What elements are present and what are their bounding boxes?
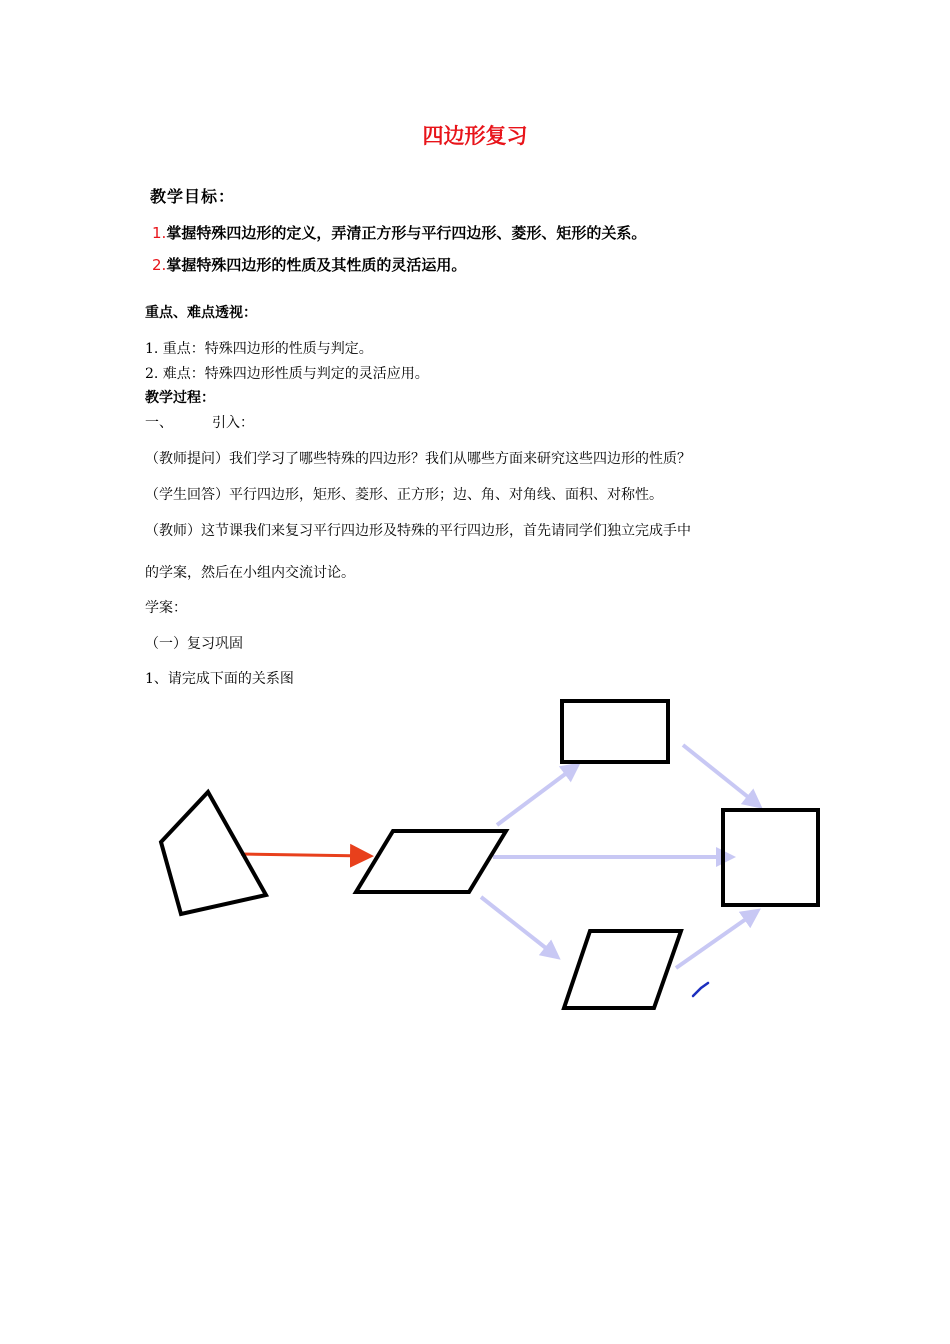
arrow-rhombus-to-square xyxy=(676,912,756,968)
blue-check-mark xyxy=(693,983,708,996)
intro-label: 引入： xyxy=(212,415,254,431)
rhombus-shape xyxy=(564,931,681,1008)
square-shape xyxy=(723,810,818,905)
task-text: 1、请完成下面的关系图 xyxy=(145,671,294,687)
rectangle-shape xyxy=(562,701,668,762)
goal-number: 2. xyxy=(152,256,167,274)
key-point-1: 1. 重点：特殊四边形的性质与判定。 xyxy=(145,341,373,357)
arrow-quadrilateral-to-parallelogram xyxy=(241,854,368,856)
intro-number: 一、 xyxy=(145,415,173,431)
teacher-question: （教师提问）我们学习了哪些特殊的四边形？我们从哪些方面来研究这些四边形的性质？ xyxy=(145,451,691,467)
key-points-heading: 重点、难点透视： xyxy=(145,305,257,321)
arrow-rectangle-to-square xyxy=(683,745,758,805)
arrow-parallelogram-to-rectangle xyxy=(497,766,576,825)
process-heading: 教学过程： xyxy=(145,390,215,406)
goal-number: 1. xyxy=(152,224,167,242)
relationship-diagram xyxy=(0,680,950,1040)
teacher-instruction-line-2: 的学案，然后在小组内交流讨论。 xyxy=(145,565,355,581)
page-title: 四边形复习 xyxy=(422,124,528,148)
goal-item-1 xyxy=(152,222,646,243)
section-heading: （一）复习巩固 xyxy=(145,636,243,652)
arrow-parallelogram-to-rhombus xyxy=(481,897,556,956)
goal-text: 掌握特殊四边形的定义，弄清正方形与平行四边形、菱形、矩形的关系。 xyxy=(166,224,647,242)
student-answer: （学生回答）平行四边形，矩形、菱形、正方形；边、角、对角线、面积、对称性。 xyxy=(145,487,663,503)
goal-item-2 xyxy=(152,254,466,275)
lavender-arrows xyxy=(481,745,758,968)
goals-heading: 教学目标： xyxy=(150,187,236,206)
teacher-instruction-line-1: （教师）这节课我们来复习平行四边形及特殊的平行四边形，首先请同学们独立完成手中 xyxy=(145,523,691,539)
key-point-2: 2. 难点：特殊四边形性质与判定的灵活应用。 xyxy=(145,366,429,382)
goal-text: 掌握特殊四边形的性质及其性质的灵活运用。 xyxy=(166,256,467,274)
study-plan-label: 学案： xyxy=(145,600,187,616)
parallelogram-shape xyxy=(356,831,506,892)
